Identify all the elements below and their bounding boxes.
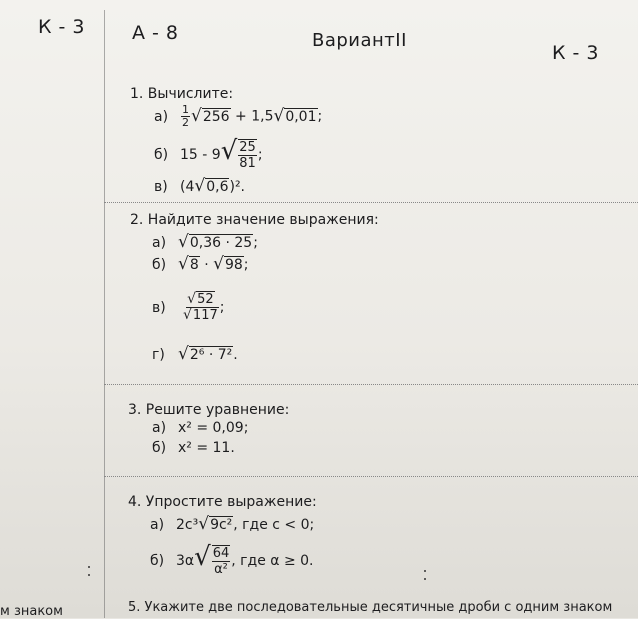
dot-mark: [424, 578, 426, 580]
dot-mark: [88, 566, 90, 568]
task-3b: б) x² = 11.: [152, 440, 235, 456]
task-3-title: 3. Решите уравнение:: [128, 402, 290, 418]
assignment-number: А - 8: [132, 22, 179, 44]
task-1b: б) 15 - 9√ $\frac{25}{81}$ ;: [154, 136, 263, 171]
task-2d: г) √2⁶ · 7².: [152, 344, 238, 364]
task-1c: в) (4√0,6)².: [154, 176, 246, 196]
separator: [104, 384, 638, 386]
task-4b: б) 3α√ $\frac{64}{\text{α²}}$ , где α ≥ 0.: [150, 542, 314, 577]
dot-mark: [424, 570, 426, 572]
task-2c: в) $\frac{√52}{√117}$ ;: [152, 291, 225, 323]
task-3a: а) x² = 0,09;: [152, 420, 249, 436]
task-2a: а) √0,36 · 25;: [152, 232, 258, 252]
margin-line: [104, 10, 105, 618]
task-2-title: 2. Найдите значение выражения:: [130, 212, 379, 228]
task-4a: а) 2c³√9c², где c < 0;: [150, 514, 315, 534]
task-4-title: 4. Упростите выражение:: [128, 494, 317, 510]
task-2b: б) √8 · √98;: [152, 254, 249, 274]
separator: [104, 202, 638, 204]
variant-title: ВариантII: [312, 30, 407, 51]
left-code: К - 3: [38, 16, 86, 38]
task-1a: а) $\frac{1}{2}$ √256 + 1,5√0,01;: [154, 103, 323, 129]
separator: [104, 476, 638, 478]
task-5-title: 5. Укажите две последовательные десятичные дроби с одним знаком: [128, 600, 613, 615]
left-cut-text: м знаком: [0, 604, 63, 619]
right-code: К - 3: [552, 42, 600, 64]
task-1-title: 1. Вычислите:: [130, 86, 234, 102]
dot-mark: [88, 574, 90, 576]
